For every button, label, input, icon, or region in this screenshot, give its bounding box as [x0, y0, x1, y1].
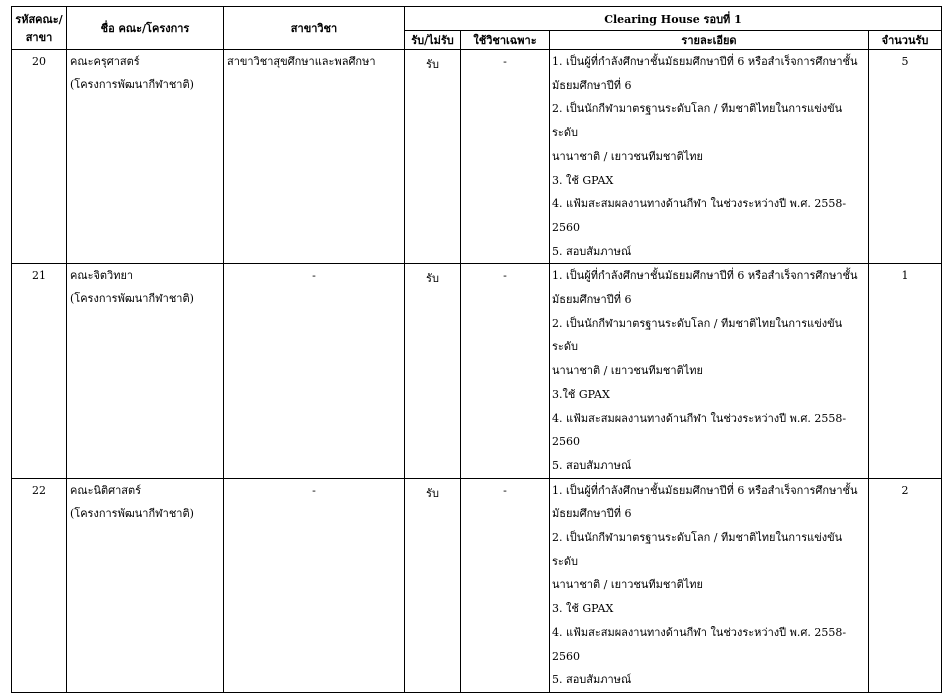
faculty-name: คณะครุศาสตร์: [70, 55, 140, 68]
header-details: รายละเอียด: [550, 31, 869, 50]
detail-line: นานาชาติ / เยาวชนทีมชาติไทย: [552, 364, 703, 378]
detail-line: 1. เป็นผู้ที่กำลังศึกษาชั้นมัธยมศึกษาปีที่ 6 หรือสำเร็จการศึกษาชั้น: [552, 55, 858, 68]
accept-text: รับ: [426, 58, 439, 71]
row-accept: [405, 478, 461, 692]
header-round: Clearing House รอบที่ 1: [405, 7, 942, 31]
detail-line: 4. แฟ้มสะสมผลงานทางด้านกีฬา ในช่วงระหว่างปี พ.ศ. 2558-2560: [552, 411, 847, 449]
row-major: [224, 264, 405, 478]
detail-line: 3. ใช้ GPAX: [552, 173, 614, 187]
header-code-line1: รหัสคณะ/: [15, 13, 63, 26]
code-text: 21: [32, 269, 46, 283]
detail-line: 5. สอบสัมภาษณ์: [552, 458, 632, 472]
detail-line: 5. สอบสัมภาษณ์: [552, 244, 632, 258]
header-code: [12, 7, 67, 50]
row-faculty: [67, 264, 224, 478]
code-text: 22: [32, 483, 46, 497]
detail-line: มัธยมศึกษาปีที่ 6: [552, 507, 632, 521]
detail-list: [550, 479, 868, 692]
row-details: [550, 264, 869, 478]
project-name: (โครงการพัฒนากีฬาชาติ): [70, 78, 194, 91]
count-text: 2: [901, 483, 909, 497]
row-special: [461, 264, 550, 478]
row-major: [224, 478, 405, 692]
row-special: [461, 478, 550, 692]
row-accept: [405, 264, 461, 478]
table-row: [12, 478, 942, 692]
faculty-name: คณะนิติศาสตร์: [70, 483, 142, 497]
detail-line: 1. เป็นผู้ที่กำลังศึกษาชั้นมัธยมศึกษาปีที่ 6 หรือสำเร็จการศึกษาชั้น: [552, 483, 858, 497]
detail-line: 2. เป็นนักกีฬามาตรฐานระดับโลก / ทีมชาติไทยในการแข่งขันระดับ: [552, 531, 843, 568]
major-text: -: [312, 483, 316, 497]
row-accept: [405, 50, 461, 264]
row-faculty: [67, 50, 224, 264]
project-name: (โครงการพัฒนากีฬาชาติ): [70, 506, 194, 520]
table-row: [12, 50, 942, 264]
header-accept: รับ/ไม่รับ: [405, 31, 461, 50]
detail-line: 3.ใช้ GPAX: [552, 387, 610, 401]
accept-text: รับ: [426, 272, 439, 286]
row-count: [869, 264, 942, 478]
row-count: [869, 478, 942, 692]
detail-line: 1. เป็นผู้ที่กำลังศึกษาชั้นมัธยมศึกษาปีที่ 6 หรือสำเร็จการศึกษาชั้น: [552, 269, 858, 283]
row-faculty: [67, 478, 224, 692]
code-text: 20: [32, 55, 46, 68]
table-row: [12, 264, 942, 478]
faculty-name: คณะจิตวิทยา: [70, 269, 134, 283]
detail-line: 2. เป็นนักกีฬามาตรฐานระดับโลก / ทีมชาติไทยในการแข่งขันระดับ: [552, 316, 843, 354]
detail-line: มัธยมศึกษาปีที่ 6: [552, 78, 632, 92]
detail-line: นานาชาติ / เยาวชนทีมชาติไทย: [552, 149, 703, 163]
row-count: [869, 50, 942, 264]
count-text: 5: [901, 55, 909, 68]
header-count: จำนวนรับ: [869, 31, 942, 50]
header-faculty: ชื่อ คณะ/โครงการ: [67, 7, 224, 50]
major-text: สาขาวิชาสุขศึกษาและพลศึกษา: [227, 55, 376, 68]
detail-line: 3. ใช้ GPAX: [552, 602, 614, 616]
count-text: 1: [901, 269, 909, 283]
row-code: [12, 478, 67, 692]
header-special: ใช้วิชาเฉพาะ: [461, 31, 550, 50]
special-text: -: [503, 269, 507, 283]
detail-line: 2. เป็นนักกีฬามาตรฐานระดับโลก / ทีมชาติไทยในการแข่งขันระดับ: [552, 102, 843, 140]
detail-list: [550, 264, 868, 477]
special-text: -: [503, 55, 507, 68]
detail-list: [550, 50, 868, 263]
project-name: (โครงการพัฒนากีฬาชาติ): [70, 292, 194, 306]
detail-line: มัธยมศึกษาปีที่ 6: [552, 293, 632, 307]
row-details: [550, 50, 869, 264]
detail-line: นานาชาติ / เยาวชนทีมชาติไทย: [552, 578, 703, 592]
row-major: [224, 50, 405, 264]
row-code: [12, 264, 67, 478]
header-code-line2: สาขา: [25, 31, 53, 44]
detail-line: 4. แฟ้มสะสมผลงานทางด้านกีฬา ในช่วงระหว่างปี พ.ศ. 2558-2560: [552, 625, 847, 663]
detail-line: 4. แฟ้มสะสมผลงานทางด้านกีฬา ในช่วงระหว่างปี พ.ศ. 2558-2560: [552, 197, 847, 234]
header-major: สาขาวิชา: [224, 7, 405, 50]
accept-text: รับ: [426, 486, 439, 500]
major-text: -: [312, 269, 316, 283]
admission-table: [11, 6, 942, 693]
row-code: [12, 50, 67, 264]
row-details: [550, 478, 869, 692]
row-special: [461, 50, 550, 264]
special-text: -: [503, 483, 507, 497]
detail-line: 5. สอบสัมภาษณ์: [552, 673, 632, 687]
table-body: [12, 50, 942, 693]
